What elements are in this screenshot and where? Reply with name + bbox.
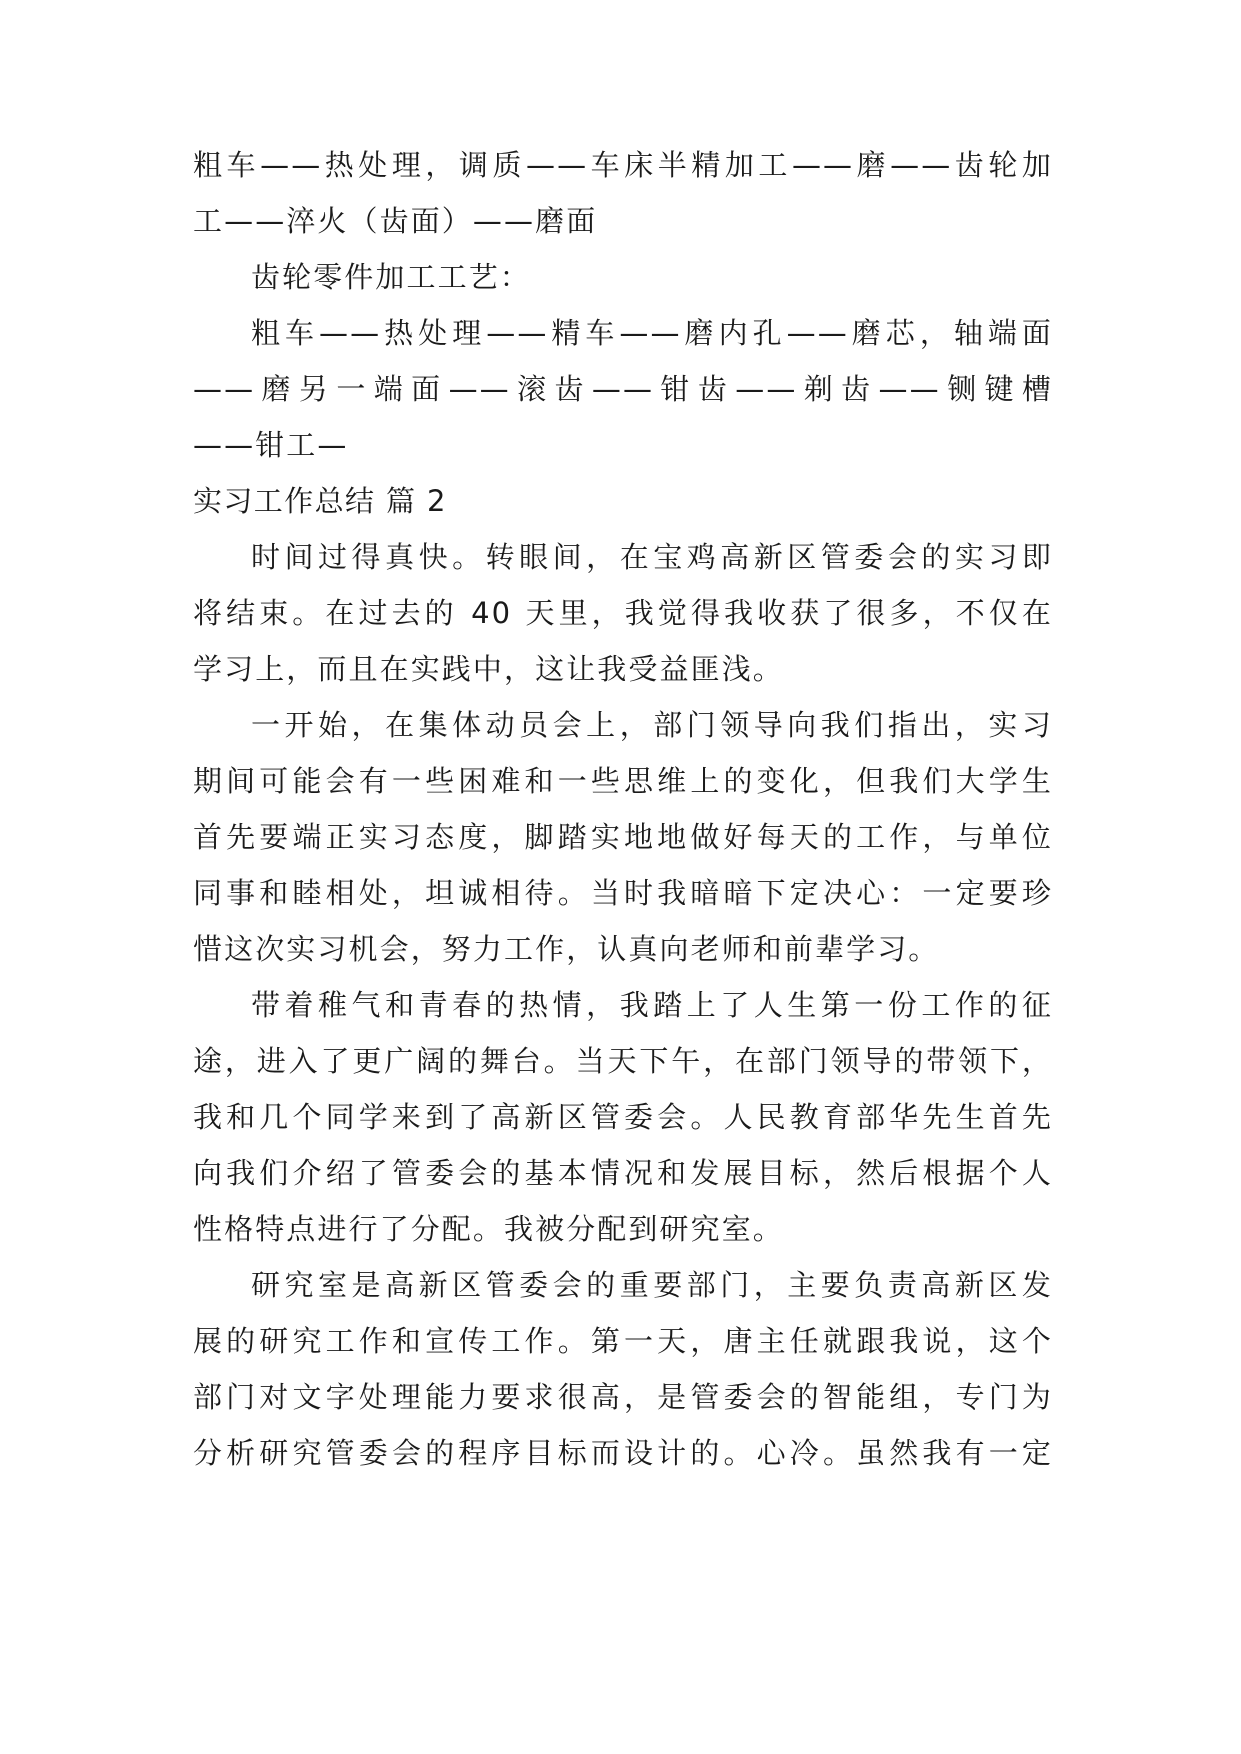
text-line: 同事和睦相处，坦诚相待。当时我暗暗下定决心：一定要珍 — [193, 876, 1053, 910]
text-line: 我和几个同学来到了高新区管委会。人民教育部华先生首先 — [193, 1100, 1053, 1134]
text-line: 期间可能会有一些困难和一些思维上的变化，但我们大学生 — [193, 764, 1053, 798]
text-line: 粗车——热处理，调质——车床半精加工——磨——齿轮加 — [193, 148, 1053, 182]
text-line: 齿轮零件加工工艺： — [251, 260, 531, 294]
text-line: 部门对文字处理能力要求很高，是管委会的智能组，专门为 — [193, 1380, 1053, 1414]
text-line: 研究室是高新区管委会的重要部门，主要负责高新区发 — [251, 1268, 1053, 1302]
text-line: 带着稚气和青春的热情，我踏上了人生第一份工作的征 — [251, 988, 1053, 1022]
text-line: 学习上，而且在实践中，这让我受益匪浅。 — [193, 652, 784, 686]
text-line: 向我们介绍了管委会的基本情况和发展目标，然后根据个人 — [193, 1156, 1053, 1190]
text-line: 将结束。在过去的 40 天里，我觉得我收获了很多，不仅在 — [193, 596, 1053, 630]
text-line: 时间过得真快。转眼间，在宝鸡高新区管委会的实习即 — [251, 540, 1053, 574]
text-line: 工——淬火（齿面）——磨面 — [193, 204, 598, 238]
text-line: 分析研究管委会的程序目标而设计的。心冷。虽然我有一定 — [193, 1436, 1053, 1470]
text-line: 展的研究工作和宣传工作。第一天，唐主任就跟我说，这个 — [193, 1324, 1053, 1358]
text-line: 首先要端正实习态度，脚踏实地地做好每天的工作，与单位 — [193, 820, 1053, 854]
text-line: ——磨另一端面——滚齿——钳齿——剃齿——铡键槽 — [193, 372, 1053, 406]
text-line: 途，进入了更广阔的舞台。当天下午，在部门领导的带领下， — [193, 1044, 1053, 1078]
text-line: 粗车——热处理——精车——磨内孔——磨芯，轴端面 — [251, 316, 1053, 350]
text-line: 一开始，在集体动员会上，部门领导向我们指出，实习 — [251, 708, 1053, 742]
text-line: 性格特点进行了分配。我被分配到研究室。 — [193, 1212, 784, 1246]
text-line: ——钳工— — [193, 428, 349, 462]
text-line: 惜这次实习机会，努力工作，认真向老师和前辈学习。 — [193, 932, 940, 966]
section-heading: 实习工作总结 篇 2 — [193, 484, 447, 518]
